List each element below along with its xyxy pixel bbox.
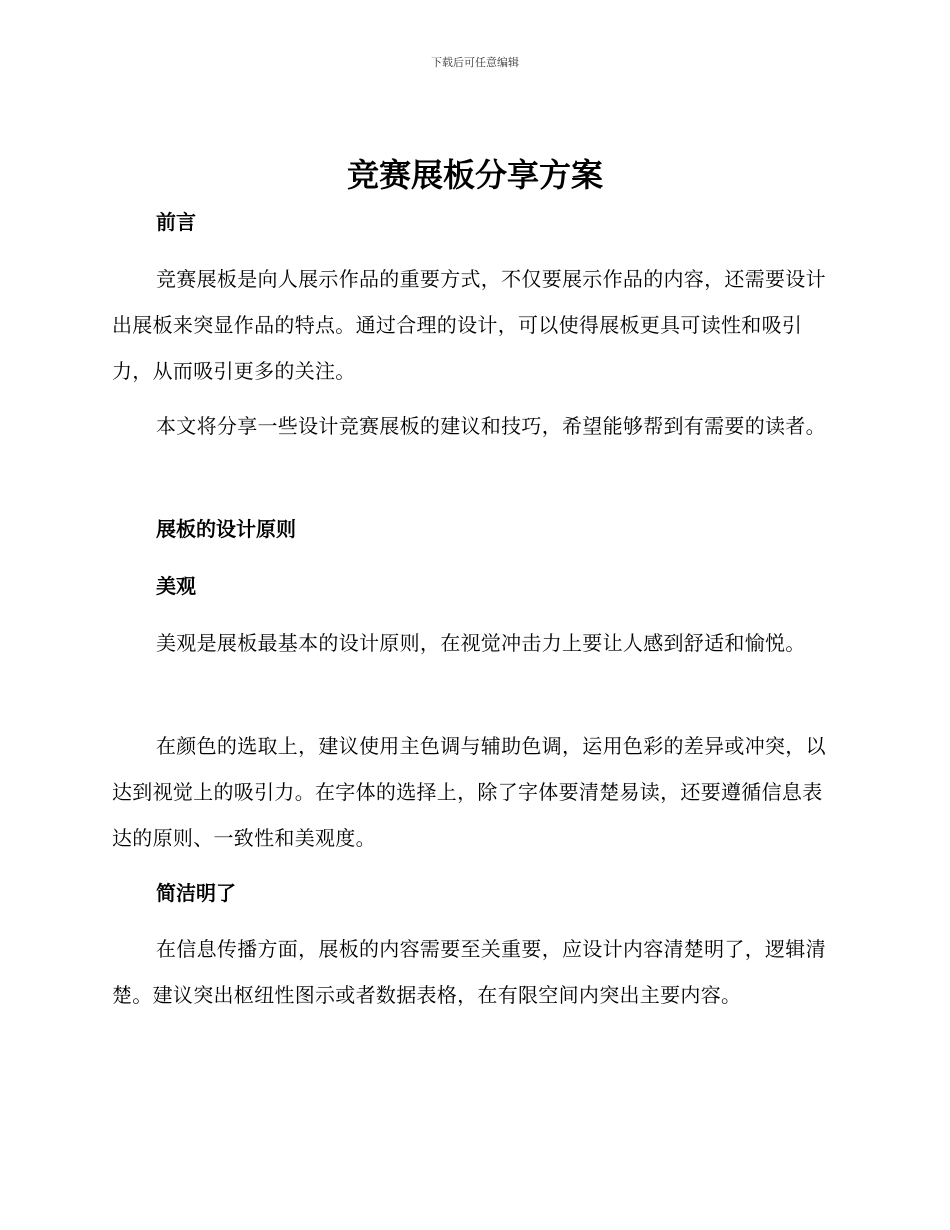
section-heading-principles: 展板的设计原则 xyxy=(156,517,296,541)
document-title: 竞赛展板分享方案 xyxy=(346,156,603,194)
paragraph-concise-1: 在信息传播方面，展板的内容需要至关重要，应设计内容清楚明了，逻辑清楚。建议突出枢纽性图示或者数据表格，在有限空间内突出主要内容。 xyxy=(112,937,826,1007)
paragraph-beauty-1: 美观是展板最基本的设计原则，在视觉冲击力上要让人感到舒适和愉悦。 xyxy=(156,631,806,655)
section-heading-concise: 简洁明了 xyxy=(156,881,236,905)
section-heading-beauty: 美观 xyxy=(156,574,196,598)
header-note: 下载后可任意编辑 xyxy=(431,56,519,69)
paragraph-beauty-2: 在颜色的选取上，建议使用主色调与辅助色调，运用色彩的差异或冲突，以达到视觉上的吸引力。在字体的选择上，除了字体要清楚易读，还要遵循信息表达的原则、一致性和美观度。 xyxy=(112,734,826,850)
section-heading-preface: 前言 xyxy=(156,210,196,234)
paragraph-preface-1: 竞赛展板是向人展示作品的重要方式，不仅要展示作品的内容，还需要设计出展板来突显作品的特点。通过合理的设计，可以使得展板更具可读性和吸引力，从而吸引更多的关注。 xyxy=(112,267,826,383)
paragraph-preface-2: 本文将分享一些设计竞赛展板的建议和技巧，希望能够帮到有需要的读者。 xyxy=(156,414,826,438)
